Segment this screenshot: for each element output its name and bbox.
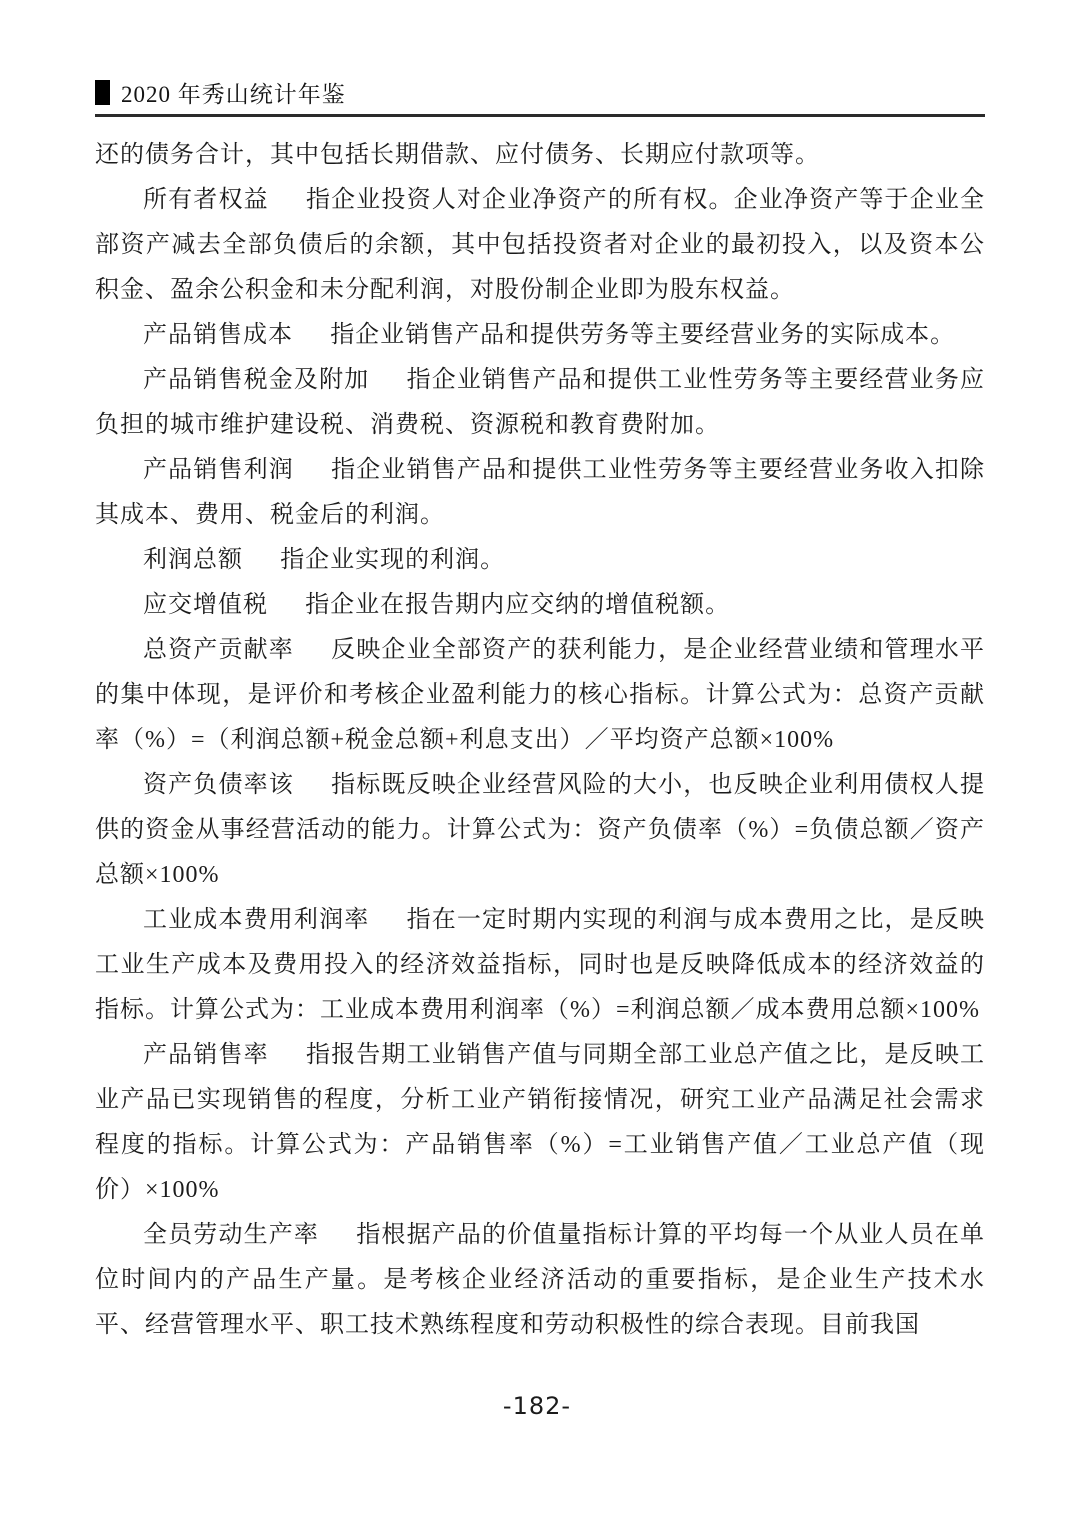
body-text [95, 133, 985, 1348]
term-label: 产品销售率 [143, 1042, 269, 1068]
definition-paragraph [95, 763, 985, 898]
definition-paragraph [95, 898, 985, 1033]
continuation-paragraph [95, 133, 985, 178]
definition-text: 反映企业全部资产的获利能力，是企业经营业绩和管理水平的集中体现，是评价和考核企业盈利能力的核心指标。计算公式为：总资产贡献率（%）=（利润总额+税金总额+利息支出）／平均资产总额×100% [95, 637, 986, 753]
definition-paragraph [95, 628, 985, 763]
term-label: 利润总额 [143, 547, 243, 573]
definition-paragraph [95, 178, 985, 313]
definition-text: 还的债务合计，其中包括长期借款、应付债务、长期应付款项等。 [95, 142, 820, 168]
term-label: 总资产贡献率 [143, 637, 294, 663]
page-header [95, 76, 985, 117]
definition-text: 指企业投资人对企业净资产的所有权。企业净资产等于企业全部资产减去全部负债后的余额，其中包括投资者对企业的最初投入，以及资本公积金、盈余公积金和未分配利润，对股份制企业即为股东权益。 [95, 187, 986, 303]
term-label: 资产负债率该 [143, 772, 294, 798]
definition-paragraph [95, 1033, 985, 1213]
definition-paragraph [95, 583, 985, 628]
term-label: 产品销售利润 [143, 457, 294, 483]
definition-text: 指根据产品的价值量指标计算的平均每一个从业人员在单位时间内的产品生产量。是考核企业经济活动的重要指标，是企业生产技术水平、经营管理水平、职工技术熟练程度和劳动积极性的综合表现。目前我国 [95, 1222, 986, 1338]
definition-text: 指企业销售产品和提供工业性劳务等主要经营业务应负担的城市维护建设税、消费税、资源税和教育费附加。 [95, 367, 986, 438]
term-label: 产品销售税金及附加 [143, 367, 370, 393]
definition-paragraph [95, 358, 985, 448]
definition-text: 指企业销售产品和提供劳务等主要经营业务的实际成本。 [330, 322, 956, 348]
term-label: 所有者权益 [143, 187, 269, 213]
header-block-marker-icon [95, 80, 110, 105]
definition-paragraph [95, 1213, 985, 1348]
term-label: 产品销售成本 [143, 322, 293, 348]
definition-paragraph [95, 448, 985, 538]
definition-paragraph [95, 538, 985, 583]
definition-text: 指企业实现的利润。 [280, 547, 506, 573]
definition-text: 指在一定时期内实现的利润与成本费用之比，是反映工业生产成本及费用投入的经济效益指标，同时也是反映降低成本的经济效益的指标。计算公式为：工业成本费用利润率（%）=利润总额／成本费用总额×100% [95, 907, 986, 1023]
page-number: -182- [502, 1392, 572, 1420]
definition-text: 指标既反映企业经营风险的大小，也反映企业利用债权人提供的资金从事经营活动的能力。计算公式为：资产负债率（%）=负债总额／资产总额×100% [95, 772, 986, 888]
definition-text: 指企业在报告期内应交纳的增值税额。 [305, 592, 731, 618]
term-label: 工业成本费用利润率 [143, 907, 370, 933]
definition-paragraph [95, 313, 985, 358]
term-label: 应交增值税 [143, 592, 268, 618]
definition-text: 指报告期工业销售产值与同期全部工业总产值之比，是反映工业产品已实现销售的程度，分析工业产销衔接情况，研究工业产品满足社会需求程度的指标。计算公式为：产品销售率（%）=工业销售产值／工业总产值（现价）×100% [95, 1042, 986, 1203]
definition-text: 指企业销售产品和提供工业性劳务等主要经营业务收入扣除其成本、费用、税金后的利润。 [95, 457, 986, 528]
term-label: 全员劳动生产率 [143, 1222, 320, 1248]
yearbook-title: 2020 年秀山统计年鉴 [121, 82, 346, 107]
